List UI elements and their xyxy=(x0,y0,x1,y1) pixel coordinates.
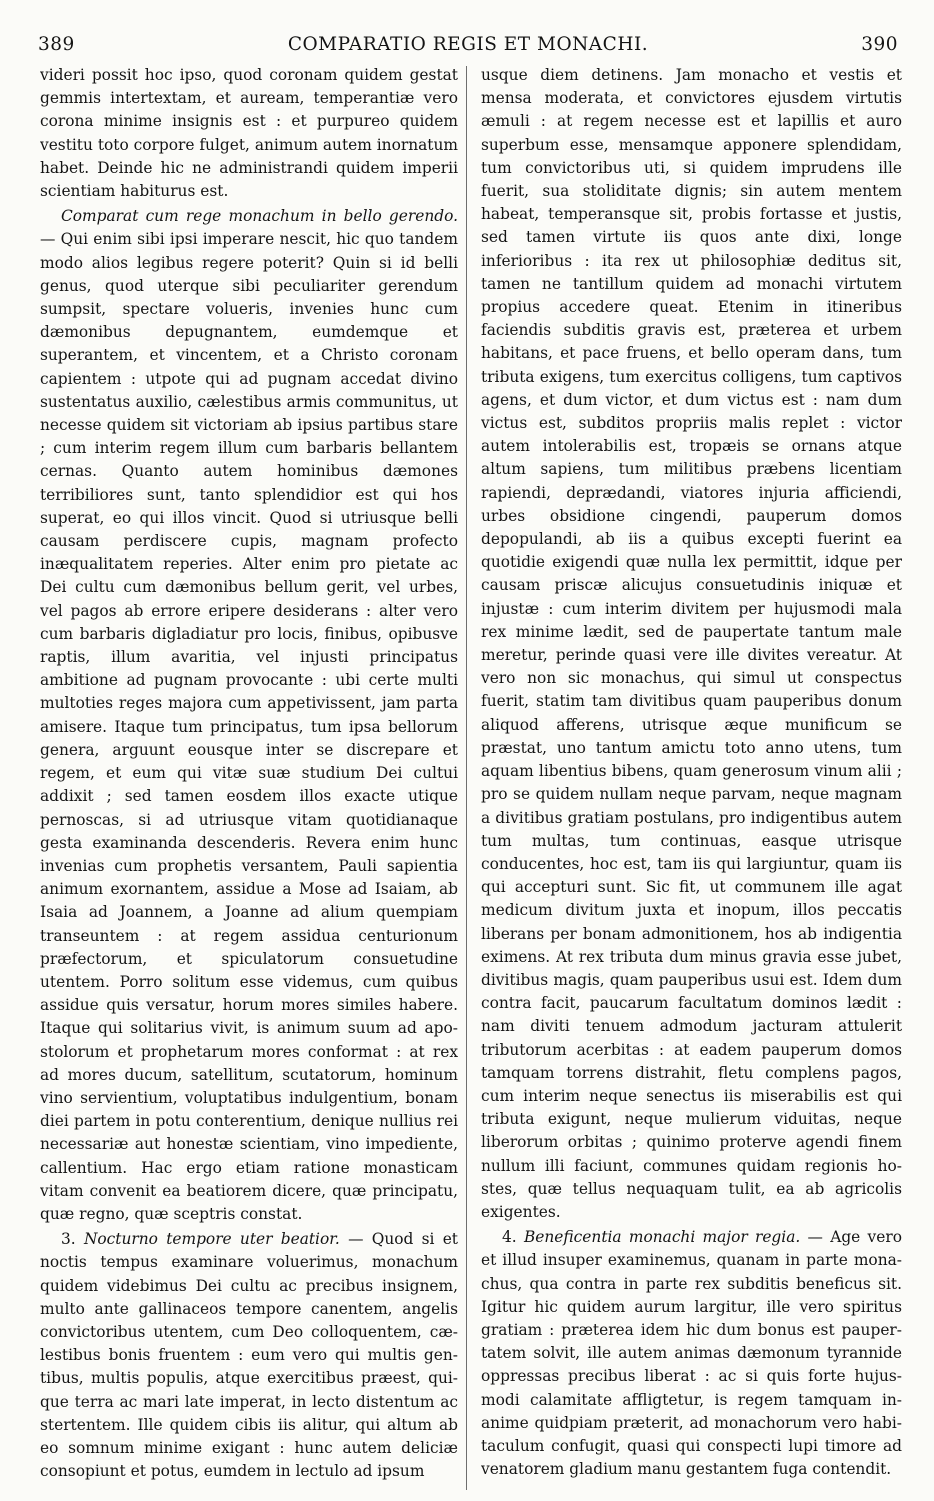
column-divider xyxy=(466,66,467,1490)
section-heading: Comparat cum rege monachum in bello gerendo. xyxy=(61,207,458,226)
running-title: COMPARATIO REGIS ET MONACHI. xyxy=(287,33,649,55)
running-header xyxy=(38,30,898,58)
left-page-number: 389 xyxy=(38,33,75,55)
right-page-number: 390 xyxy=(861,33,898,55)
right-column xyxy=(481,64,902,1492)
section-3 xyxy=(40,1228,458,1483)
section-4 xyxy=(481,1226,902,1481)
section-comparat xyxy=(40,205,458,1226)
section-body: — Qui enim sibi ipsi imperare nescit, hic quo tandem modo alios legibus regere poterit? Quin si id belli genus, quod uterque sibi peculiariter gerendum sumpsit, spectare volueris, invenies hunc cum dæmonibus depugnantem, eumdemque et superantem, et vincentem, et a Christo coronam capientem : utpote qui ad pugnam accedat divino sustentatus auxilio, cælestibus armis communitus, ut necesse quidem sit victoriam ab ipsius partibus stare ; cum interim regem illum cum barbaris bellantem cernas. Quanto autem hominibus dæmones terribiliores sunt, tanto splendidior est qui hos superat, eo qui illos vincit. Quod si utriusque belli causam perdiscere cupis, magnam profecto inæqualitatem reperies. Alter enim pro pietate ac Dei cultu cum dæmonibus bellum gerit, vel urbes, vel pagos ab errore eripere desiderans : alter vero cum barbaris digladiatur pro locis, finibus, opibusve raptis, illum avaritia, vel injusti principatus ambitione ad pugnam provocante : ubi certe multi multoties reges majora cum appetivissent, jam parta amisere. Itaque tum principatus, tum ipsa bellorum genera, arguunt eousque inter se discrepare et regem, et eum qui vitæ suæ studium Dei cultui addixit ; sed tamen eosdem illos exacte utique pernoscas, si ad utriusque vitam quotidianaque gesta examinanda descenderis. Revera enim hunc invenias cum prophetis versantem, Pauli sapientia animum exornantem, assidue a Mose ad Isaiam, ab Isaia ad Joannem, a Joanne ad alium quempiam transeuntem : at regem assidua centurionum præfectorum, et spiculatorum consuetudine utentem. Porro solitum esse videmus, cum quibus assidue quis versatur, horum mores similes habere. Itaque qui solitarius vivit, is animum suum ad apostolorum et prophetarum mores conformat : at rex ad mores ducum, satellitum, scutatorum, hominum vino servientium, voluptatibus indulgentium, bonam diei partem in potu conterentium, denique nullius rei necessariæ aut honestæ scientiam, vino impediente, callentium. Hac ergo etiam ratione monasticam vitam convenit ea beatiorem dicere, quæ principatu, quæ regno, quæ sceptris constat. xyxy=(40,230,458,1223)
section-heading: Nocturno tempore uter beatior. xyxy=(83,1230,340,1249)
section-body: — Quod si et noctis tempus examinare voluerimus, monachum quidem videbimus Dei cultu ac precibus insignem, multo ante gallinaceos tempore canentem, angelis convictoribus utentem, cum Deo colloquentem, cælestibus bonis fruentem : eum vero qui multis gentibus, multis populis, atque exercitibus præest, quique terra ac mari late imperat, in lecto distentum ac stertentem. Ille quidem cibis iis alitur, qui altum ab eo somnum minime exigant : hunc autem deliciæ consopiunt et potus, eumdem in lectulo ad ipsum xyxy=(40,1230,458,1481)
paragraph: videri possit hoc ipso, quod coronam quidem gestat gemmis intertextam, et auream, temperantiæ vero corona minime insignis est : et purpureo quidem vestitu toto corpore fulget, animum autem inornatum habet. Deinde hic ne administrandi quidem imperii scientiam habiturus est. xyxy=(40,66,458,201)
section-number: 4. xyxy=(502,1228,517,1247)
section-heading: Beneficentia monachi major regia. xyxy=(523,1228,801,1247)
left-column xyxy=(40,64,458,1492)
section-number: 3. xyxy=(61,1230,76,1249)
section-body: — Age vero et illud insuper examinemus, quanam in parte monachus, qua contra in parte rex subditis beneficus sit. Igitur hic quidem aurum largitur, ille vero spiritus gratiam : præterea idem hic dum bonus est paupertatem solvit, ille autem animas dæmonum tyrannide oppressas precibus liberat : ac si quis forte hujusmodi calamitate affligtetur, is regem tamquam inanime quidpiam præterit, ad monachorum vero habitaculum confugit, quasi qui conspecti lupi timore ad venatorem gladium manu gestantem fuga contendit. xyxy=(481,1228,902,1479)
paragraph: usque diem detinens. Jam monacho et vestis et mensa moderata, et convictores ejusdem virtutis æmuli : at regem necesse est et lapillis et auro superbum esse, mensamque apponere splendidam, tum convictoribus uti, si quidem imprudens ille fuerit, sua stoliditate dignis; sin autem mentem habeat, temperansque sit, probis fortasse et justis, sed tamen virtute iis quos ante dixi, longe inferioribus : ita rex ut philosophiæ deditus sit, tamen ne tantillum quidem ad monachi virtutem propius accedere queat. Etenim in itineribus faciendis subditis gravis est, præterea et urbem habitans, et pace fruens, et bello operam dans, tum tributa exigens, tum exercitus colligens, tum captivos agens, et dum victor, et dum victus est : nam dum victus est, subditos propriis malis replet : victor autem intolerabilis est, tropæis se ornans atque altum sapiens, tum militibus præbens licentiam rapiendi, deprædandi, viatores injuria afficiendi, urbes obsidione cingendi, pauperum domos depopulandi, ab iis a quibus excepti fuerint ea quotidie exigendi quæ nulla lex permittit, idque per causam priscæ alicujus consuetudinis iniquæ et injustæ : cum interim divitem per hujusmodi mala rex minime lædit, sed de paupertate tantum male meretur, perinde quasi vere ille divites vereatur. At vero non sic monachus, qui simul ut conspectus fuerit, statim tam divitibus quam pauperibus donum aliquod afferens, utrisque æque munificum se præstat, uno tantum amictu toto anno utens, tum aquam libentius bibens, quam generosum vinum alii ; pro se quidem nullam neque parvam, neque magnam a divitibus gratiam postulans, pro indigentibus autem tum multas, tum continuas, easque utrisque conducentes, hoc est, tam iis qui largiuntur, quam iis qui accepturi sunt. Sic fit, ut communem ille agat medicum divitum juxta et inopum, illos peccatis liberans per bonam admonitionem, hos ab indigentia eximens. At rex tributa dum minus gravia esse jubet, divitibus magis, quam pauperibus usui est. Idem dum contra facit, paucarum facultatum dominos lædit : nam diviti tenuem admodum jacturam attulerit tributorum acerbitas : at eadem pauperum domos tamquam torrens distrahit, fletu complens pagos, cum interim neque senectus iis miserabilis est qui tributa exigunt, neque mulierum viduitas, neque liberorum orbitas ; quinimo proterve agendi finem nullum illi faciunt, communes quidam regionis hostes, quæ tellus nequaquam tulit, ea ab agricolis exigentes. xyxy=(481,66,902,1221)
